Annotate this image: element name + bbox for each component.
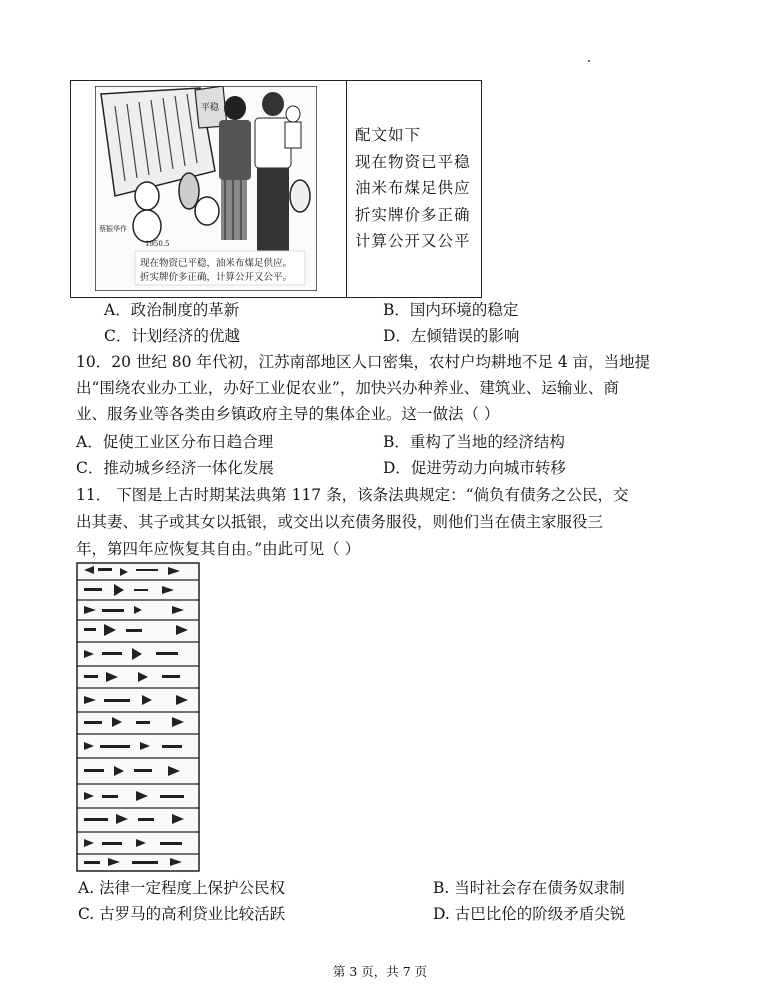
propaganda-poster-image xyxy=(95,86,317,291)
poster-date: 1950.5 xyxy=(145,240,170,248)
q11-option-b[interactable]: B. 当时社会存在债务奴隶制 xyxy=(433,879,625,897)
poster-signature: 蔡振华作 xyxy=(99,225,127,233)
q9-poem xyxy=(355,122,471,255)
q11-stem-line-1: 11． 下图是上古时期某法典第 117 条，该条法典规定：“倘负有债务之公民，交 xyxy=(76,486,629,504)
q10-option-d[interactable]: D．促进劳动力向城市转移 xyxy=(383,459,566,477)
table-divider xyxy=(346,81,347,297)
q10-option-a[interactable]: A．促使工业区分布日趋合理 xyxy=(76,433,274,451)
poster-caption-line-1: 现在物资已平稳，油米布煤足供应。 xyxy=(140,258,293,269)
poster-sign-text: 平稳 xyxy=(201,103,220,113)
q11-stem-line-3: 年，第四年应恢复其自由。”由此可见（ ） xyxy=(76,540,361,558)
q10-option-c[interactable]: C．推动城乡经济一体化发展 xyxy=(76,459,274,477)
q9-option-a[interactable]: A．政治制度的革新 xyxy=(104,301,240,319)
page-footer: 第 3 页，共 7 页 xyxy=(332,964,428,979)
q10-stem-line-1: 10．20 世纪 80 年代初，江苏南部地区人口密集，农村户均耕地不足 4 亩，当地提 xyxy=(76,353,651,371)
poem-line: 计算公开又公平 xyxy=(355,232,471,250)
poem-line: 配文如下 xyxy=(355,126,422,144)
q9-option-d[interactable]: D．左倾错误的影响 xyxy=(383,327,520,345)
q10-stem-line-3: 业、服务业等各类由乡镇政府主导的集体企业。这一做法（ ） xyxy=(76,405,500,423)
poster-caption-line-2: 折实牌价多正确，计算公开又公平。 xyxy=(140,272,293,283)
q11-option-a[interactable]: A. 法律一定程度上保护公民权 xyxy=(78,879,286,897)
q10-stem-line-2: 出“围绕农业办工业，办好工业促农业”，加快兴办种养业、建筑业、运输业、商 xyxy=(76,379,619,397)
q9-option-c[interactable]: C．计划经济的优越 xyxy=(104,327,240,345)
stray-mark xyxy=(588,60,590,62)
poem-line: 现在物资已平稳 xyxy=(355,152,471,171)
q11-option-c[interactable]: C. 古罗马的高利贷业比较活跃 xyxy=(78,905,286,923)
poem-line: 油米布煤足供应 xyxy=(355,179,471,197)
q9-option-b[interactable]: B．国内环境的稳定 xyxy=(383,301,519,319)
q10-option-b[interactable]: B．重构了当地的经济结构 xyxy=(383,433,565,451)
q11-stem-line-2: 出其妻、其子或其女以抵银，或交出以充债务服役，则他们当在债主家服役三 xyxy=(76,513,604,531)
q11-option-d[interactable]: D. 古巴比伦的阶级矛盾尖锐 xyxy=(433,905,626,923)
cuneiform-tablet-image xyxy=(76,562,200,872)
poem-line: 折实牌价多正确 xyxy=(355,205,471,224)
